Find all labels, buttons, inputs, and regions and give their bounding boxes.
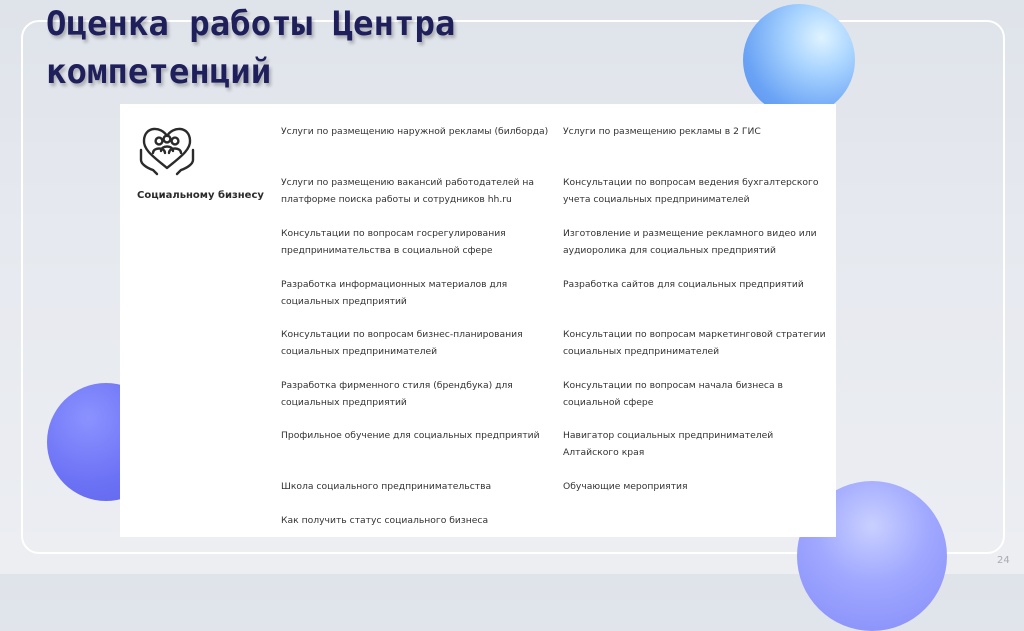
service-right-6: Консультации по вопросам начала бизнеса в социальной сфере	[563, 380, 783, 408]
services-panel	[120, 104, 836, 537]
slide-title	[46, 0, 455, 96]
service-right-3: Изготовление и размещение рекламного видео или аудиоролика для социальных предприятий	[563, 228, 817, 256]
service-left-9: Как получить статус социального бизнеса	[281, 515, 489, 526]
page-number: 24	[997, 555, 1010, 566]
service-left-5: Консультации по вопросам бизнес-планирования социальных предпринимателей	[281, 329, 523, 357]
service-right-8: Обучающие мероприятия	[563, 481, 688, 492]
service-left-8: Школа социального предпринимательства	[281, 481, 492, 492]
service-right-7: Навигатор социальных предпринимателей Алтайского края	[563, 430, 774, 458]
service-left-2: Услуги по размещению вакансий работодателей на платформе поиска работы и сотрудников hh.ru	[281, 177, 535, 205]
service-left-4: Разработка информационных материалов для социальных предприятий	[281, 279, 508, 307]
slide-title-line-1: Оценка работы Центра	[46, 4, 456, 44]
service-left-6: Разработка фирменного стиля (брендбука) для социальных предприятий	[281, 380, 513, 408]
service-left-1: Услуги по размещению наружной рекламы (билборда)	[281, 126, 549, 137]
service-left-7: Профильное обучение для социальных предприятий	[281, 430, 540, 441]
service-right-5: Консультации по вопросам маркетинговой стратегии социальных предпринимателей	[563, 329, 826, 357]
slide-title-line-2: компетенций	[46, 52, 272, 92]
category-label: Социальному бизнесу	[137, 190, 264, 201]
decorative-circle-top-right	[743, 4, 855, 116]
service-right-4: Разработка сайтов для социальных предприятий	[563, 279, 804, 290]
people-in-heart-hands-icon	[137, 120, 197, 176]
service-left-3: Консультации по вопросам госрегулирования предпринимательства в социальной сфере	[281, 228, 506, 256]
service-right-1: Услуги по размещению рекламы в 2 ГИС	[563, 126, 761, 137]
service-right-2: Консультации по вопросам ведения бухгалтерского учета социальных предпринимателей	[563, 177, 819, 205]
